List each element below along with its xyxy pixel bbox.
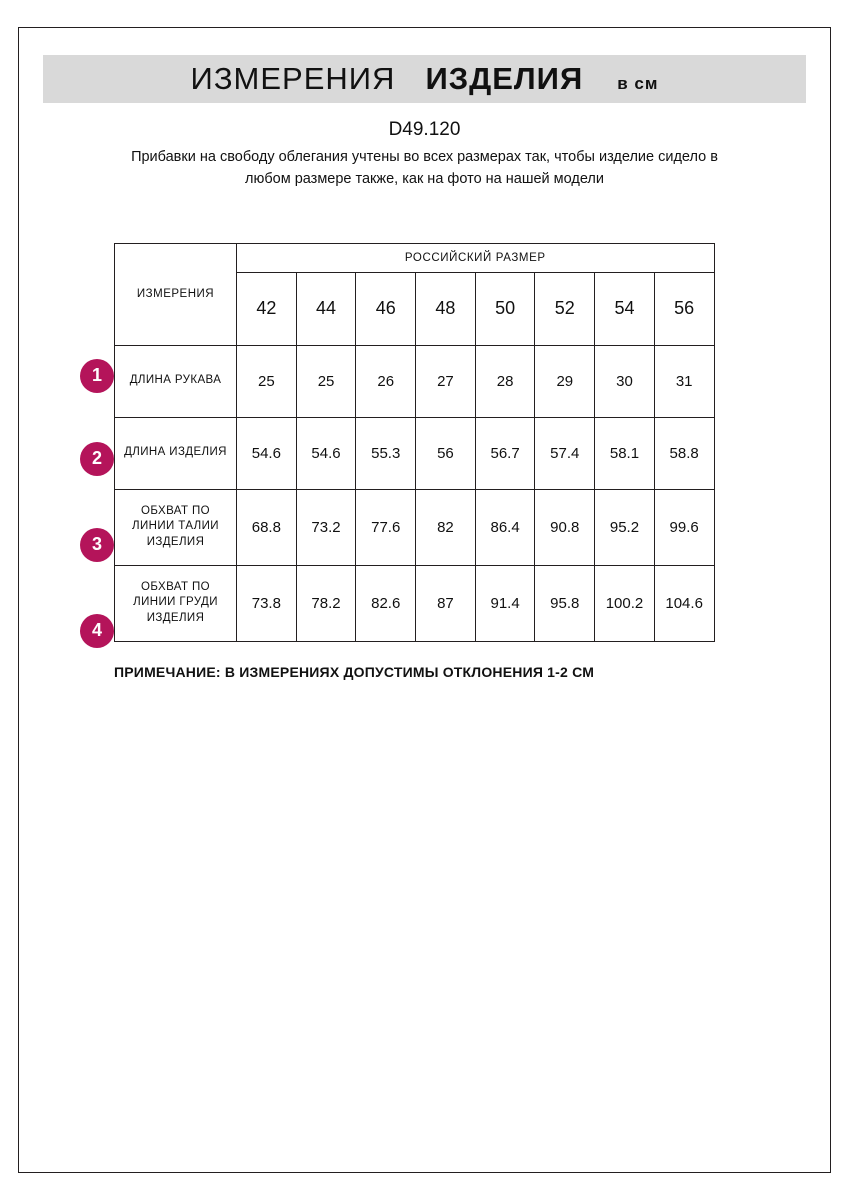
row-label-chest-girth: ОБХВАТ ПО ЛИНИИ ГРУДИ ИЗДЕЛИЯ <box>115 565 237 641</box>
cell-length-56: 58.8 <box>654 417 714 489</box>
page-content <box>18 27 831 680</box>
header-word-measurements: ИЗМЕРЕНИЯ <box>190 61 396 96</box>
header-size-54: 54 <box>595 272 655 345</box>
cell-chest-50: 91.4 <box>475 565 535 641</box>
table-row <box>115 417 715 489</box>
row-label-sleeve-length: ДЛИНА РУКАВА <box>115 345 237 417</box>
header-russian-size: РОССИЙСКИЙ РАЗМЕР <box>237 243 715 272</box>
cell-sleeve-50: 28 <box>475 345 535 417</box>
cell-length-50: 56.7 <box>475 417 535 489</box>
cell-chest-48: 87 <box>416 565 476 641</box>
cell-chest-52: 95.8 <box>535 565 595 641</box>
note-text: ПРИМЕЧАНИЕ: В ИЗМЕРЕНИЯХ ДОПУСТИМЫ ОТКЛОНЕНИЯ 1-2 СМ <box>114 663 595 680</box>
header-size-42: 42 <box>237 272 297 345</box>
cell-chest-56: 104.6 <box>654 565 714 641</box>
row-marker-3: 3 <box>80 528 114 562</box>
cell-chest-46: 82.6 <box>356 565 416 641</box>
cell-chest-54: 100.2 <box>595 565 655 641</box>
cell-length-54: 58.1 <box>595 417 655 489</box>
table-header-group-row <box>115 243 715 272</box>
cell-waist-42: 68.8 <box>237 489 297 565</box>
cell-length-42: 54.6 <box>237 417 297 489</box>
description-text: Прибавки на свободу облегания учтены во всех размерах так, чтобы изделие сидело в любом размере также, как на фото на нашей модели <box>131 149 718 187</box>
row-label-product-length: ДЛИНА ИЗДЕЛИЯ <box>115 417 237 489</box>
header-unit-label: в см <box>617 74 659 93</box>
cell-sleeve-46: 26 <box>356 345 416 417</box>
cell-chest-42: 73.8 <box>237 565 297 641</box>
cell-sleeve-48: 27 <box>416 345 476 417</box>
cell-length-52: 57.4 <box>535 417 595 489</box>
cell-sleeve-56: 31 <box>654 345 714 417</box>
size-table-wrapper <box>18 243 831 642</box>
header-word-product: ИЗДЕЛИЯ <box>425 61 584 96</box>
cell-waist-54: 95.2 <box>595 489 655 565</box>
cell-chest-44: 78.2 <box>296 565 356 641</box>
cell-sleeve-42: 25 <box>237 345 297 417</box>
cell-length-46: 55.3 <box>356 417 416 489</box>
cell-waist-44: 73.2 <box>296 489 356 565</box>
header-size-48: 48 <box>416 272 476 345</box>
header-size-50: 50 <box>475 272 535 345</box>
header-measurements-cell: ИЗМЕРЕНИЯ <box>115 243 237 345</box>
size-table <box>114 243 715 642</box>
cell-waist-48: 82 <box>416 489 476 565</box>
header-banner <box>43 55 806 103</box>
row-marker-2: 2 <box>80 442 114 476</box>
table-row <box>115 489 715 565</box>
cell-waist-52: 90.8 <box>535 489 595 565</box>
cell-length-48: 56 <box>416 417 476 489</box>
header-size-56: 56 <box>654 272 714 345</box>
row-marker-1: 1 <box>80 359 114 393</box>
cell-sleeve-54: 30 <box>595 345 655 417</box>
table-row <box>115 565 715 641</box>
header-size-52: 52 <box>535 272 595 345</box>
article-code: D49.120 <box>388 119 461 140</box>
table-row <box>115 345 715 417</box>
header-banner-text <box>191 61 659 97</box>
cell-sleeve-44: 25 <box>296 345 356 417</box>
cell-length-44: 54.6 <box>296 417 356 489</box>
header-size-44: 44 <box>296 272 356 345</box>
row-marker-4: 4 <box>80 614 114 648</box>
cell-waist-56: 99.6 <box>654 489 714 565</box>
header-size-46: 46 <box>356 272 416 345</box>
cell-waist-46: 77.6 <box>356 489 416 565</box>
cell-sleeve-52: 29 <box>535 345 595 417</box>
cell-waist-50: 86.4 <box>475 489 535 565</box>
row-label-waist-girth: ОБХВАТ ПО ЛИНИИ ТАЛИИ ИЗДЕЛИЯ <box>115 489 237 565</box>
